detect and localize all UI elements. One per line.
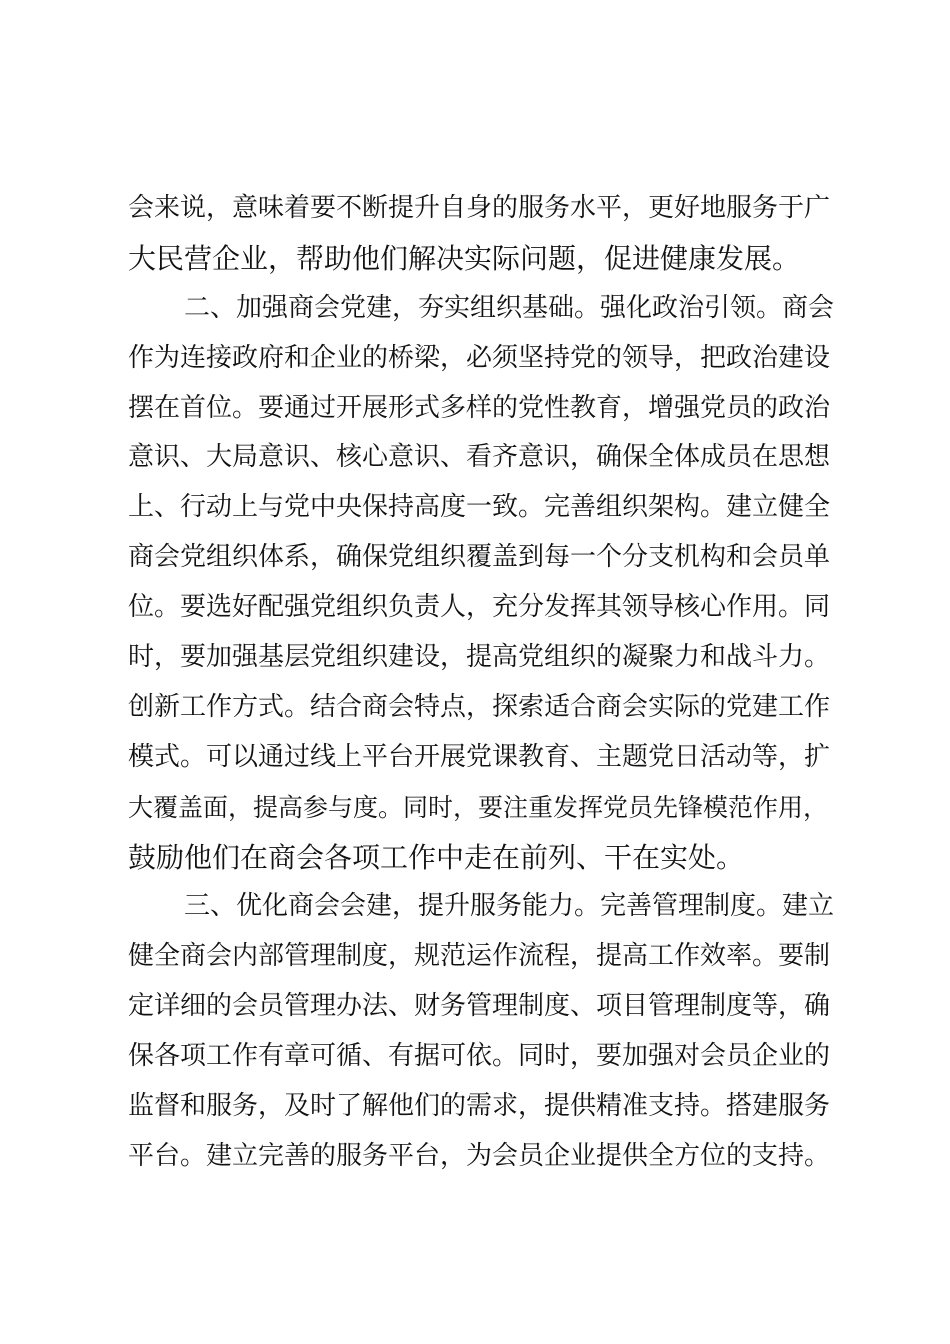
text-line: 模式。可以通过线上平台开展党课教育、主题党日活动等，扩 [128, 741, 831, 772]
text-line: 大覆盖面，提高参与度。同时，要注重发挥党员先锋模范作用， [128, 792, 829, 822]
text-line: 创新工作方式。结合商会特点，探索适合商会实际的党建工作 [128, 691, 831, 722]
text-line: 上、行动上与党中央保持高度一致。完善组织架构。建立健全 [128, 492, 831, 523]
text-line: 位。要选好配强党组织负责人，充分发挥其领导核心作用。同 [128, 592, 831, 623]
text-line: 大民营企业，帮助他们解决实际问题，促进健康发展。 [128, 241, 801, 275]
body-text [128, 184, 838, 1182]
text-line: 保各项工作有章可循、有据可依。同时，要加强对会员企业的 [128, 1041, 831, 1072]
text-line: 时，要加强基层党组织建设，提高党组织的凝聚力和战斗力。 [128, 642, 831, 673]
text-line: 平台。建立完善的服务平台，为会员企业提供全方位的支持。 [128, 1140, 831, 1171]
text-line: 作为连接政府和企业的桥梁，必须坚持党的领导，把政治建设 [128, 342, 831, 373]
paragraph-2 [128, 284, 838, 883]
text-line: 三、优化商会会建，提升服务能力。完善管理制度。建立 [184, 891, 835, 922]
paragraph-3 [128, 882, 838, 1181]
text-line: 商会党组织体系，确保党组织覆盖到每一个分支机构和会员单 [128, 542, 831, 573]
text-line: 摆在首位。要通过开展形式多样的党性教育，增强党员的政治 [128, 392, 831, 423]
text-line: 健全商会内部管理制度，规范运作流程，提高工作效率。要制 [128, 941, 831, 972]
text-line: 会来说，意味着要不断提升自身的服务水平，更好地服务于广 [128, 193, 831, 223]
text-line: 二、加强商会党建，夯实组织基础。强化政治引领。商会 [184, 292, 835, 323]
text-line: 鼓励他们在商会各项工作中走在前列、干在实处。 [128, 840, 745, 874]
paragraph-1 [128, 184, 838, 284]
text-line: 意识、大局意识、核心意识、看齐意识，确保全体成员在思想 [128, 442, 831, 473]
text-line: 定详细的会员管理办法、财务管理制度、项目管理制度等，确 [128, 991, 831, 1022]
text-line: 监督和服务，及时了解他们的需求，提供精准支持。搭建服务 [128, 1091, 831, 1122]
